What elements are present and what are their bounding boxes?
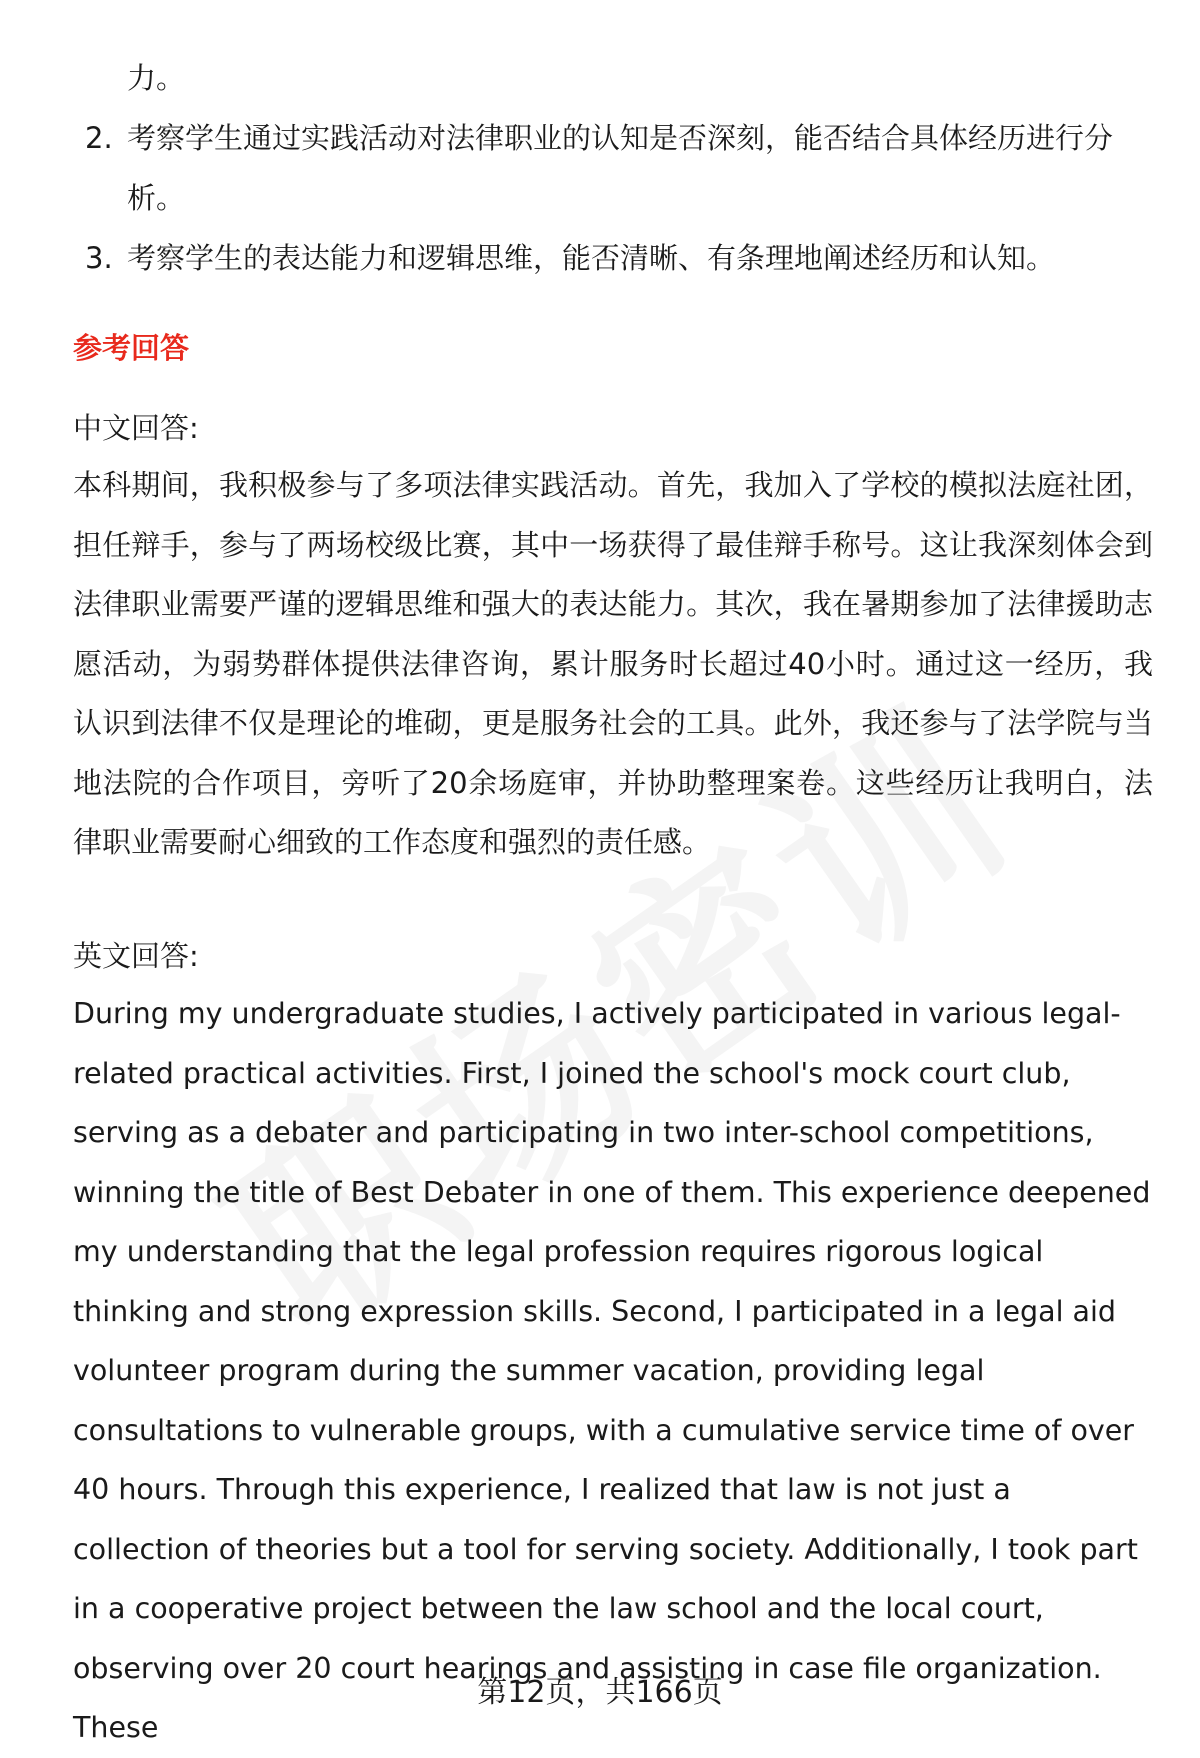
- list-item-text: 考察学生的表达能力和逻辑思维，能否清晰、有条理地阐述经历和认知。: [127, 241, 1056, 275]
- english-answer-label: 英文回答:: [73, 939, 199, 973]
- list-item-number: 2.: [85, 121, 113, 155]
- page-number-footer: 第12页，共166页: [477, 1675, 723, 1710]
- list-item: [73, 228, 1153, 288]
- section-title: 参考回答: [73, 331, 190, 365]
- list-item-text: 考察学生通过实践活动对法律职业的认知是否深刻，能否结合具体经历进行分析。: [127, 121, 1114, 215]
- chinese-answer-label: 中文回答:: [73, 411, 199, 445]
- list-item-number: 3.: [85, 241, 113, 275]
- english-answer-text: During my undergraduate studies, I actively participated in various legal-related practical activities. First, I joined the school's mock court club, serving as a debater and participating in two inter-school competitions, winning the title of Best Debater in one of them. This experience deepened my understanding that the legal profession requires rigorous logical thinking and strong expression skills. Second, I participated in a legal aid volunteer program during the summer vacation, providing legal consultations to vulnerable groups, with a cumulative service time of over 40 hours. Through this experience, I realized that law is not just a collection of theories but a tool for serving society. Additionally, I took part in a cooperative project between the law school and the local court, observing over 20 court hearings and assisting in case file organization. These: [73, 997, 1151, 1744]
- chinese-answer-text: 本科期间，我积极参与了多项法律实践活动。首先，我加入了学校的模拟法庭社团，担任辩手，参与了两场校级比赛，其中一场获得了最佳辩手称号。这让我深刻体会到法律职业需要严谨的逻辑思维和强大的表达能力。其次，我在暑期参加了法律援助志愿活动，为弱势群体提供法律咨询，累计服务时长超过40小时。通过这一经历，我认识到法律不仅是理论的堆砌，更是服务社会的工具。此外，我还参与了法学院与当地法院的合作项目，旁听了20余场庭审，并协助整理案卷。这些经历让我明白，法律职业需要耐心细致的工作态度和强烈的责任感。: [73, 468, 1153, 859]
- continuation-text: 力。: [127, 61, 186, 95]
- list-item: [73, 108, 1153, 228]
- criteria-list: [73, 108, 1153, 288]
